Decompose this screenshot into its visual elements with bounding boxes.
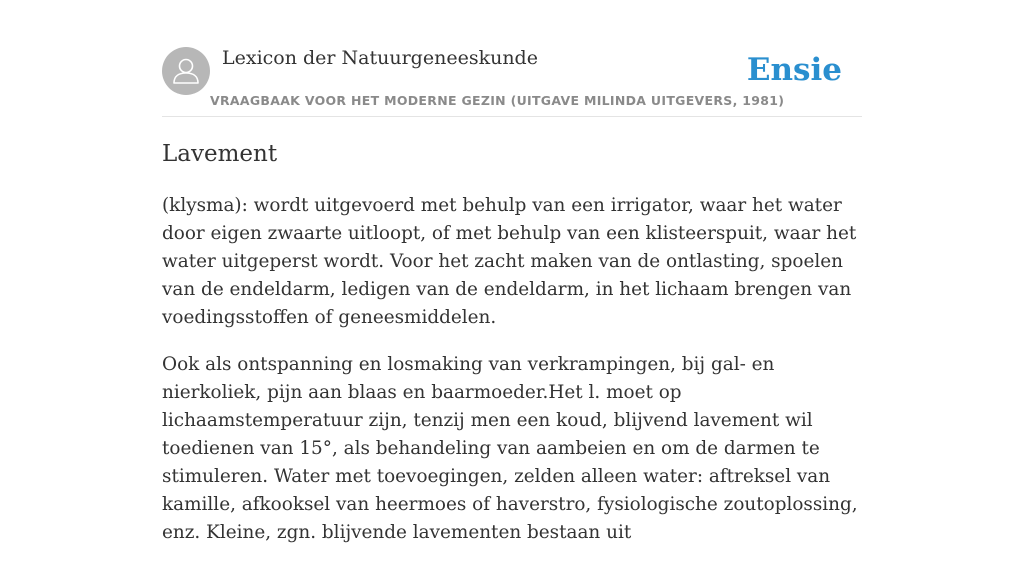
brand-logo[interactable]: Ensie <box>746 52 842 88</box>
source-header <box>162 46 862 117</box>
source-subtitle: VRAAGBAAK VOOR HET MODERNE GEZIN (UITGAVE MILINDA UITGEVERS, 1981) <box>210 93 785 108</box>
entry-body <box>162 192 864 566</box>
entry-title: Lavement <box>162 141 278 167</box>
entry-paragraph: Ook als ontspanning en losmaking van verkrampingen, bij gal- en nierkoliek, pijn aan blaas en baarmoeder.Het l. moet op lichaamstemperatuur zijn, tenzij men een koud, blijvend lavement wil toedienen van 15°, als behandeling van aambeien en om de darmen te stimuleren. Water met toevoegingen, zelden alleen water: aftreksel van kamille, afkooksel van heermoes of haverstro, fysiologische zoutoplossing, enz. Kleine, zgn. blijvende lavementen bestaan uit <box>162 354 858 543</box>
source-title[interactable]: Lexicon der Natuurgeneeskunde <box>222 47 538 69</box>
entry-paragraph: (klysma): wordt uitgevoerd met behulp van een irrigator, waar het water door eigen zwaarte uitloopt, of met behulp van een klisteerspuit, waar het water uitgeperst wordt. Voor het zacht maken van de ontlasting, spoelen van de endeldarm, ledigen van de endeldarm, in het lichaam brengen van voedingsstoffen of geneesmiddelen. <box>162 195 857 328</box>
user-icon <box>162 47 210 95</box>
avatar[interactable] <box>162 47 210 95</box>
